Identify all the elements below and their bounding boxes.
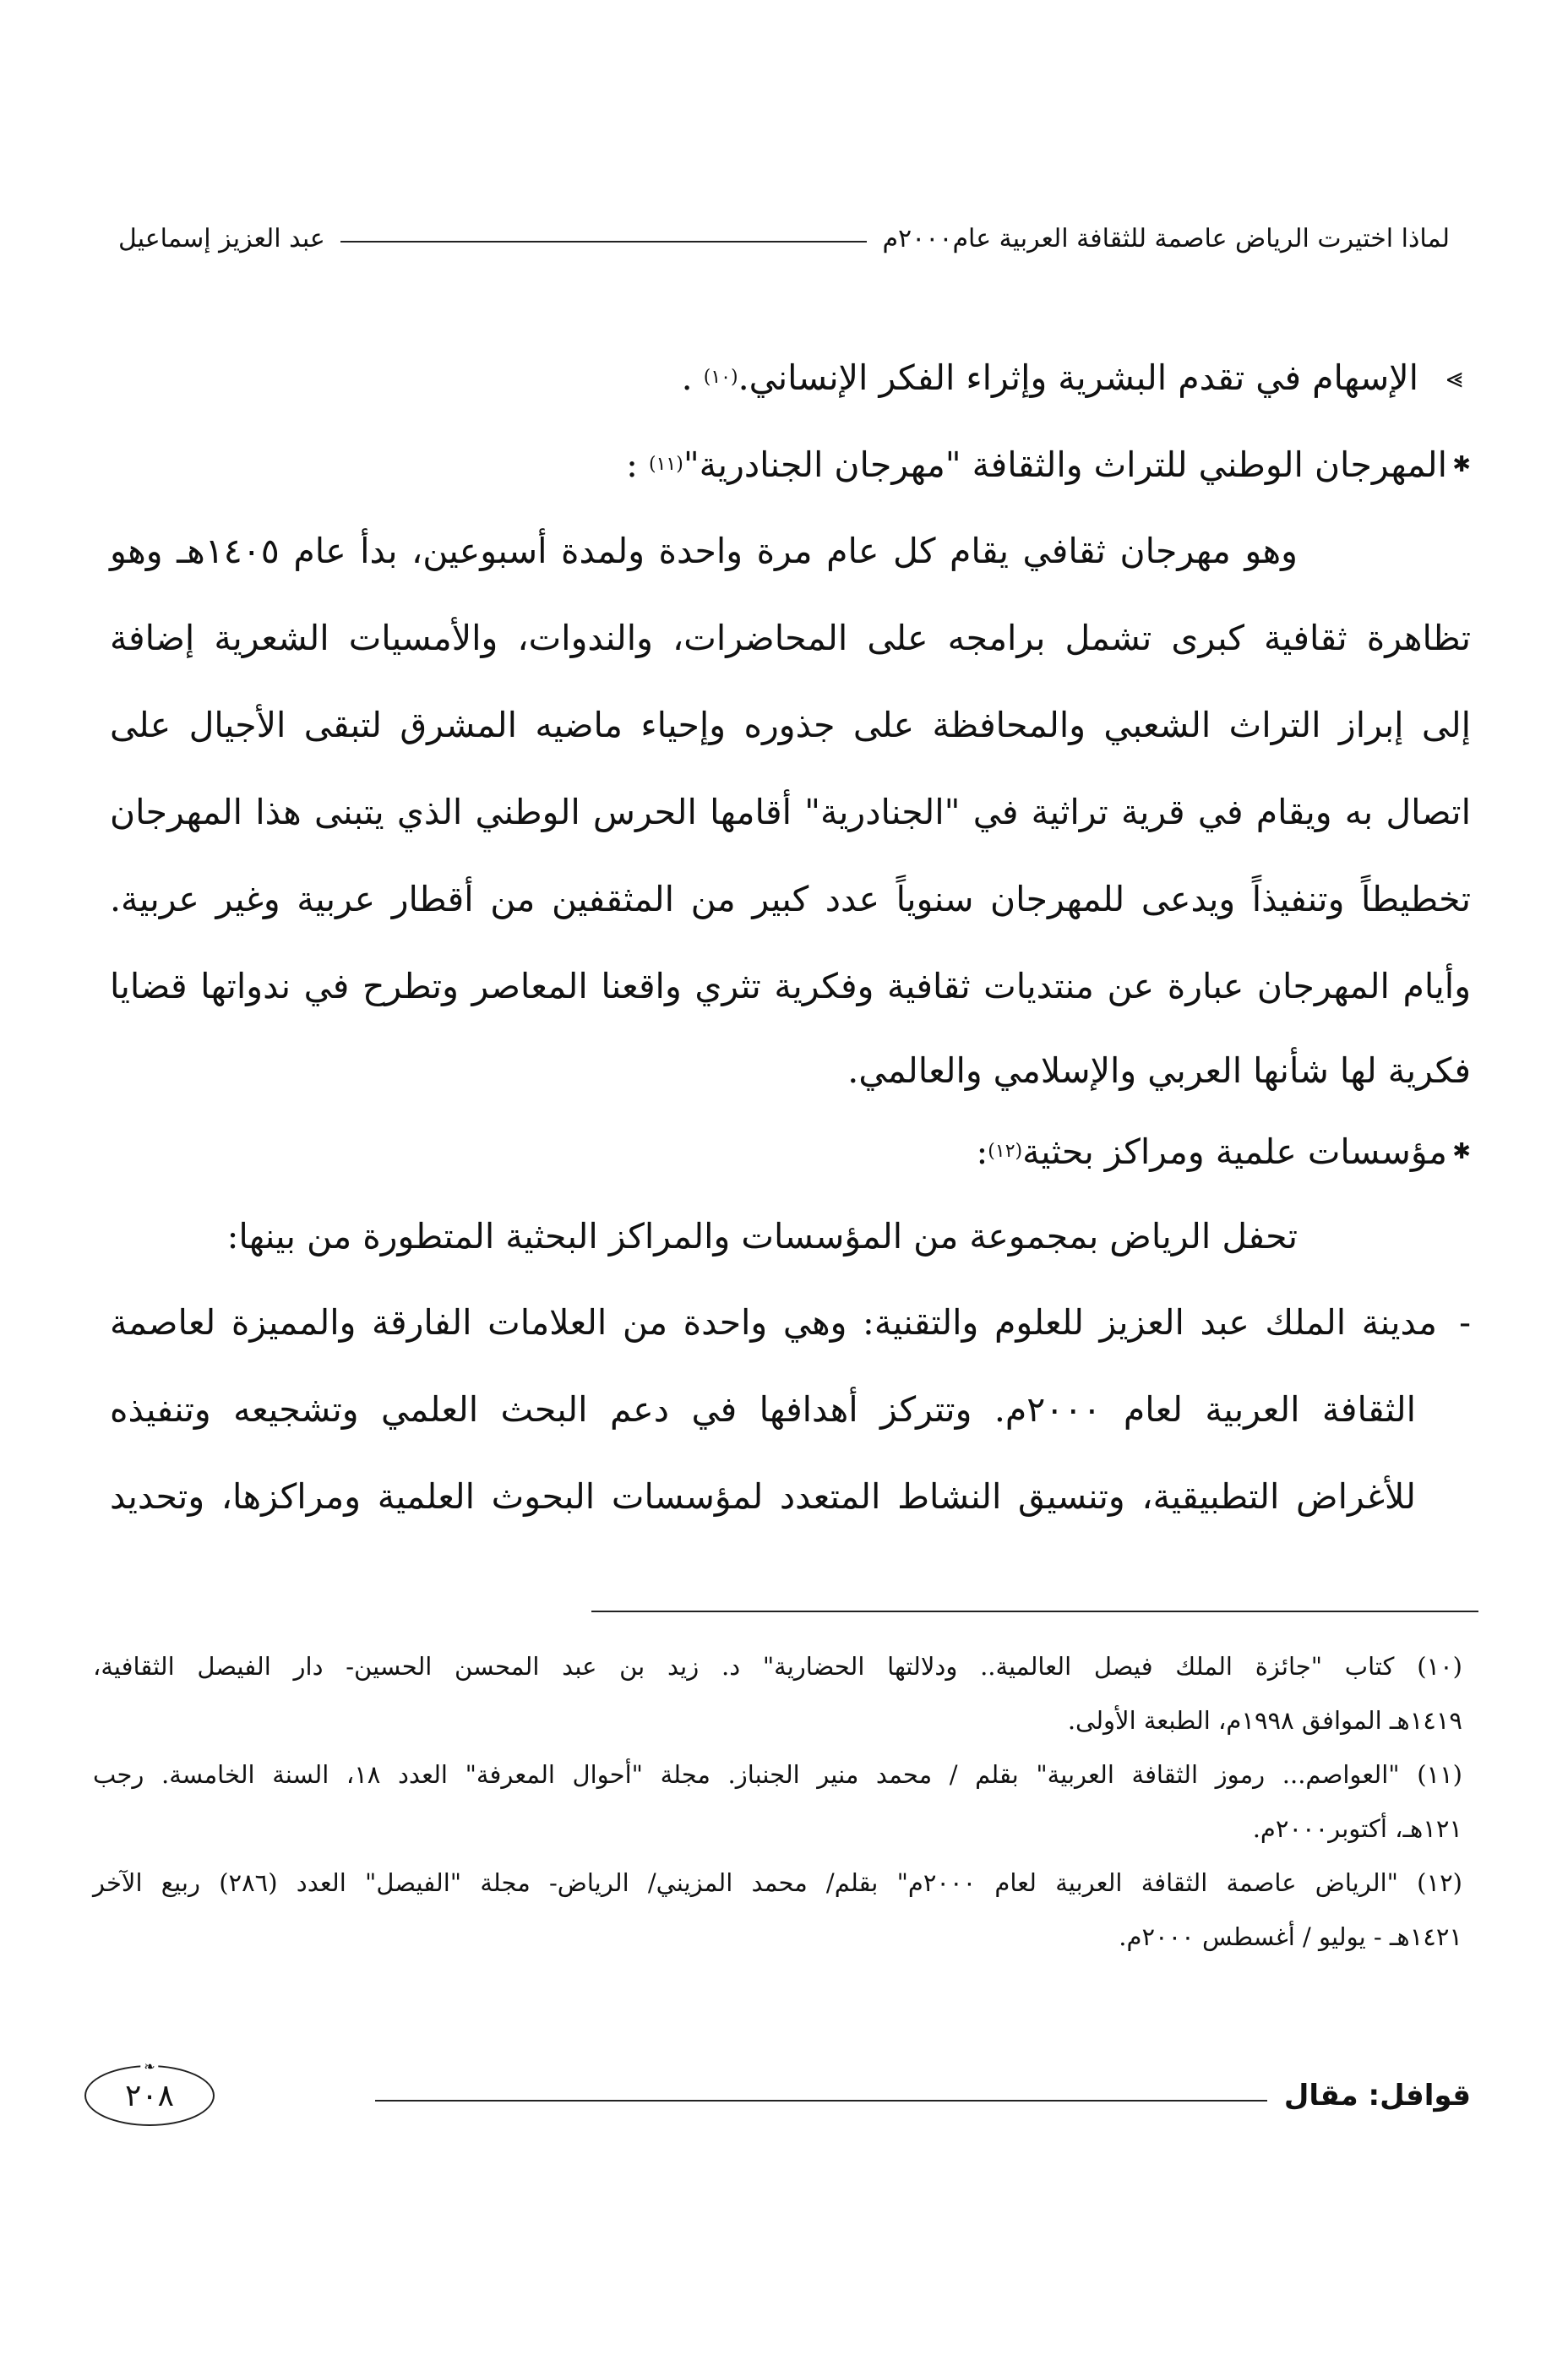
bullet-item: ⪢ الإسهام في تقدم البشرية وإثراء الفكر الإنساني. (١٠) . — [681, 357, 1462, 398]
footnotes — [93, 1639, 1462, 1964]
footnote-ref: (١٠) — [703, 367, 738, 388]
paragraph-line: الثقافة العربية لعام ٢٠٠٠م. وتتركز أهدافها في دعم البحث العلمي وتشجيعه وتنفيذه — [110, 1389, 1416, 1430]
section-title: المهرجان الوطني للتراث والثقافة "مهرجان الجنادرية" — [683, 444, 1447, 485]
paragraph-line: للأغراض التطبيقية، وتنسيق النشاط المتعدد لمؤسسات البحوث العلمية ومراكزها، وتحديد — [110, 1476, 1416, 1517]
paragraph-line: فكرية لها شأنها العربي والإسلامي والعالمي. — [847, 1050, 1471, 1091]
header-rule — [340, 241, 868, 243]
paragraph-line: تحفل الرياض بمجموعة من المؤسسات والمراكز البحثية المتطورة من بينها: — [226, 1215, 1298, 1257]
list-item — [110, 1279, 1471, 1366]
footnote-line: ١٤٢١هـ - يوليو / أغسطس ٢٠٠٠م. — [1119, 1922, 1462, 1951]
asterisk-bullet-icon: ✱ — [1452, 451, 1471, 477]
section-heading: ✱ مؤسسات علمية ومراكز بحثية (١٢) : — [110, 1111, 1471, 1192]
arrow-marker-icon: ⪢ — [1446, 360, 1462, 395]
paragraph-line: تخطيطاً وتنفيذاً ويدعى للمهرجان سنوياً عدد كبير من المثقفين من أقطار عربية وغير عربية. — [110, 879, 1471, 919]
footnote-line: ١٢١هـ، أكتوبر٢٠٠٠م. — [1252, 1814, 1462, 1843]
footnote-line: ١٤١٩هـ الموافق ١٩٩٨م، الطبعة الأولى. — [1067, 1706, 1462, 1735]
paragraph-line: إلى إبراز التراث الشعبي والمحافظة على جذوره وإحياء ماضيه المشرق لتبقى الأجيال على — [110, 705, 1471, 745]
asterisk-bullet-icon: ✱ — [1452, 1139, 1471, 1164]
page-footer — [84, 2058, 1471, 2129]
footnote-separator — [591, 1611, 1478, 1612]
journal-name: قوافل: مقال — [1283, 2079, 1471, 2112]
ornament-icon: ❧ — [140, 2058, 158, 2074]
running-header — [118, 221, 1450, 255]
header-title: لماذا اختيرت الرياض عاصمة للثقافة العربية عام٢٠٠٠م — [882, 223, 1450, 254]
footnote-ref: (١٢) — [988, 1141, 1023, 1162]
dash-marker: - — [1459, 1302, 1471, 1343]
footnote-line: (١٠) كتاب "جائزة الملك فيصل العالمية.. ودلالتها الحضارية" د. زيد بن عبد المحسن الحسين- دار الفيصل الثقافية، — [93, 1652, 1462, 1681]
header-author: عبد العزيز إسماعيل — [118, 223, 325, 254]
paragraph-line: وهو مهرجان ثقافي يقام كل عام مرة واحدة ولمدة أسبوعين، بدأ عام ١٤٠٥هـ وهو — [110, 531, 1298, 571]
footnote-ref: (١١) — [648, 454, 683, 475]
page-number: ٢٠٨ — [125, 2078, 175, 2113]
section-title: مؤسسات علمية ومراكز بحثية — [1022, 1131, 1447, 1172]
paragraph-line: وأيام المهرجان عبارة عن منتديات ثقافية وفكرية تثري واقعنا المعاصر وتطرح في ندواتها قضايا — [110, 966, 1471, 1006]
footer-rule — [375, 2100, 1267, 2102]
list-item-text: مدينة الملك عبد العزيز للعلوم والتقنية: وهي واحدة من العلامات الفارقة والمميزة لعاصمة — [110, 1302, 1437, 1343]
section-heading: ✱ المهرجان الوطني للتراث والثقافة "مهرجان الجنادرية" (١١) : — [626, 444, 1471, 485]
paragraph-line: تظاهرة ثقافية كبرى تشمل برامجه على المحاضرات، والندوات، والأمسيات الشعرية إضافة — [110, 618, 1471, 658]
body-text — [110, 334, 1471, 1540]
bullet-text: الإسهام في تقدم البشرية وإثراء الفكر الإنساني. — [738, 357, 1418, 398]
page-number-badge — [84, 2058, 215, 2126]
footnote-line: (١١) "العواصم... رموز الثقافة العربية" بقلم / محمد منير الجنباز. مجلة "أحوال المعرفة" العدد ١٨، السنة الخامسة. رجب — [93, 1760, 1462, 1789]
paragraph-line: اتصال به ويقام في قرية تراثية في "الجنادرية" أقامها الحرس الوطني الذي يتبنى هذا المهرجان — [110, 792, 1471, 832]
footnote-line: (١٢) "الرياض عاصمة الثقافة العربية لعام ٢٠٠٠م" بقلم/ محمد المزيني/ الرياض- مجلة "الفيصل" العدد (٢٨٦) ربيع الآخر — [93, 1868, 1462, 1897]
